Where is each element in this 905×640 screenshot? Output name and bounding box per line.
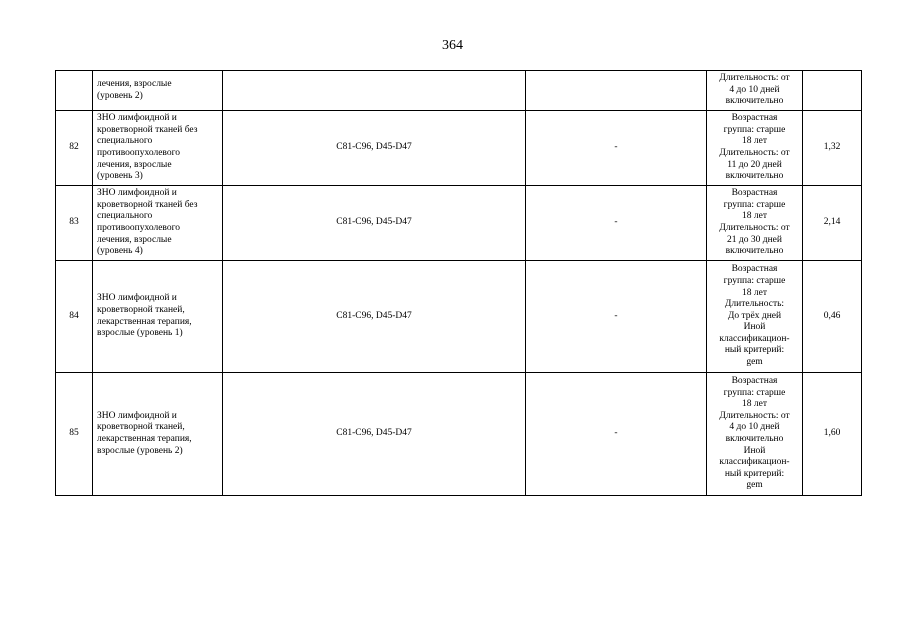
diagnosis-codes — [223, 71, 526, 111]
coefficient: 1,32 — [803, 111, 862, 186]
group-name: ЗНО лимфоидной и кроветворной тканей, лекарственная терапия, взрослые (уровень 1) — [93, 261, 223, 373]
row-number: 82 — [56, 111, 93, 186]
diagnosis-codes: C81-C96, D45-D47 — [223, 261, 526, 373]
additional-criteria: - — [526, 111, 707, 186]
classification-criteria: Возрастная группа: старше 18 лет Длительность: от 21 до 30 дней включительно — [707, 186, 803, 261]
row-number: 85 — [56, 373, 93, 496]
diagnosis-codes: C81-C96, D45-D47 — [223, 186, 526, 261]
group-name: лечения, взрослые (уровень 2) — [93, 71, 223, 111]
coefficient: 2,14 — [803, 186, 862, 261]
row-number: 83 — [56, 186, 93, 261]
table-row — [56, 71, 862, 111]
additional-criteria: - — [526, 373, 707, 496]
page-number: 364 — [442, 38, 463, 53]
row-number — [56, 71, 93, 111]
coefficient — [803, 71, 862, 111]
coefficient: 1,60 — [803, 373, 862, 496]
table-row — [56, 186, 862, 261]
group-name: ЗНО лимфоидной и кроветворной тканей без специального противоопухолевого лечения, взрослые (уровень 3) — [93, 111, 223, 186]
table-row — [56, 111, 862, 186]
classification-criteria: Длительность: от 4 до 10 дней включительно — [707, 71, 803, 111]
table-row — [56, 261, 862, 373]
group-name: ЗНО лимфоидной и кроветворной тканей, лекарственная терапия, взрослые (уровень 2) — [93, 373, 223, 496]
classification-criteria: Возрастная группа: старше 18 лет Длительность: До трёх дней Иной классификацион- ный критерий: gem — [707, 261, 803, 373]
classification-criteria: Возрастная группа: старше 18 лет Длительность: от 4 до 10 дней включительно Иной классификацион- ный критерий: gem — [707, 373, 803, 496]
classification-criteria: Возрастная группа: старше 18 лет Длительность: от 11 до 20 дней включительно — [707, 111, 803, 186]
additional-criteria: - — [526, 186, 707, 261]
additional-criteria — [526, 71, 707, 111]
row-number: 84 — [56, 261, 93, 373]
diagnosis-codes: C81-C96, D45-D47 — [223, 111, 526, 186]
additional-criteria: - — [526, 261, 707, 373]
coefficient: 0,46 — [803, 261, 862, 373]
tariff-table — [55, 70, 862, 496]
group-name: ЗНО лимфоидной и кроветворной тканей без специального противоопухолевого лечения, взрослые (уровень 4) — [93, 186, 223, 261]
diagnosis-codes: C81-C96, D45-D47 — [223, 373, 526, 496]
table-row — [56, 373, 862, 496]
